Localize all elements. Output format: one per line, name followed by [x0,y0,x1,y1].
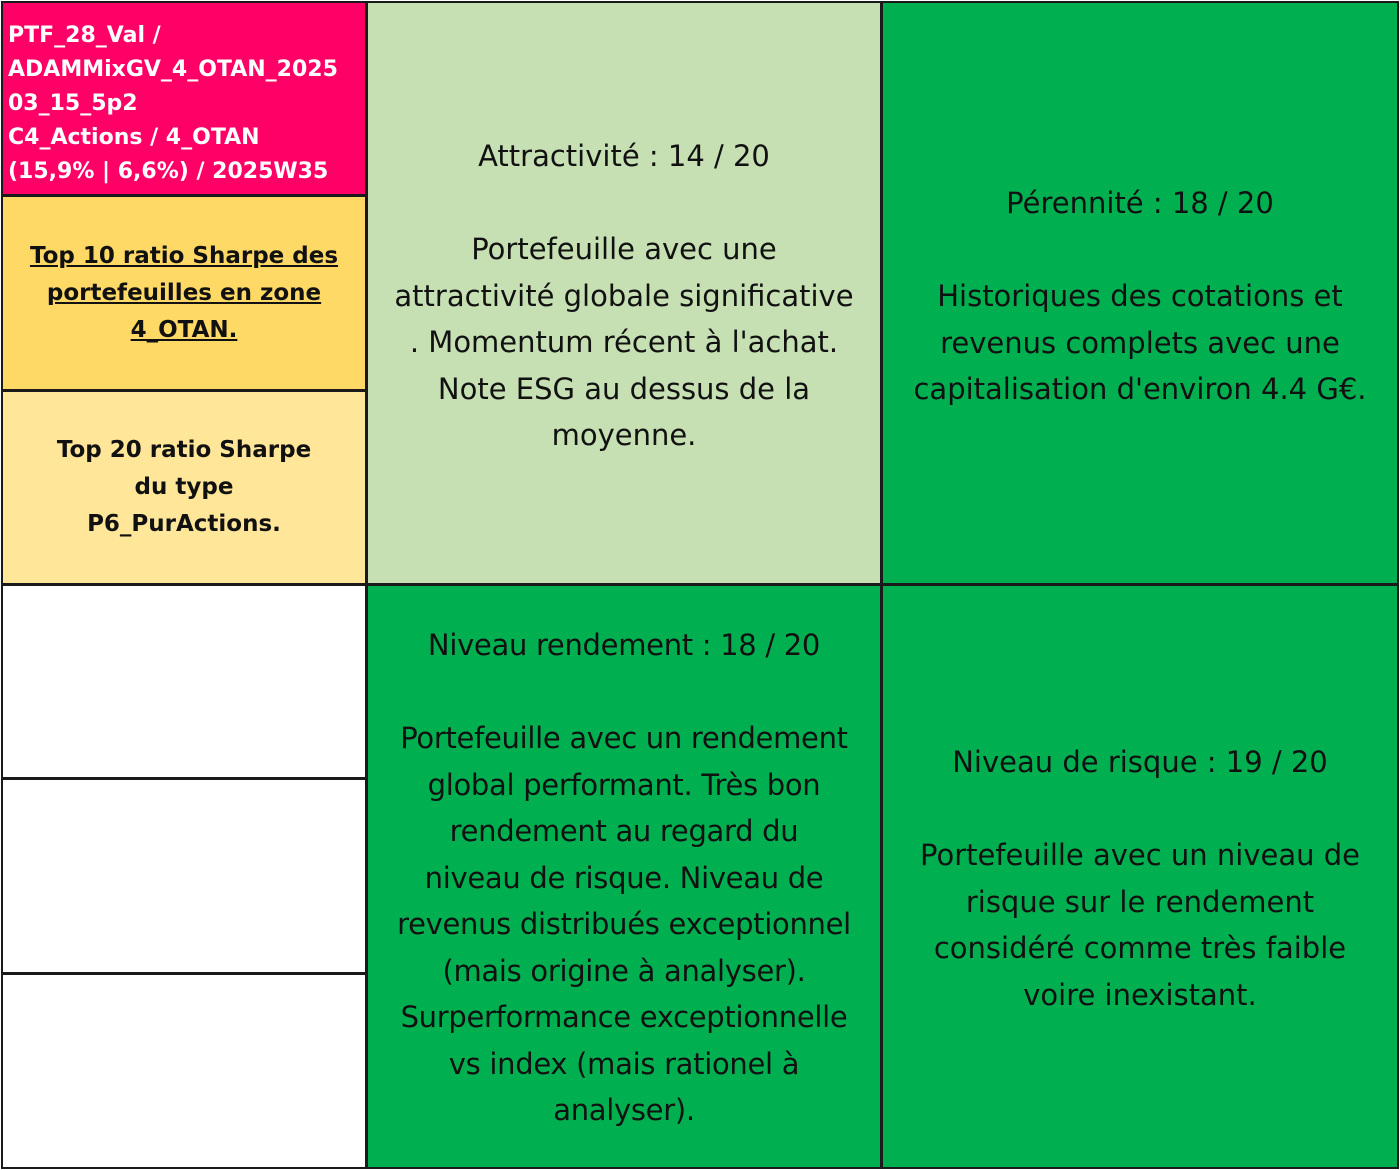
empty-cell [1,973,367,1169]
risque-title: Niveau de risque : 19 / 20 [952,745,1328,779]
rendement-cell [366,584,882,1169]
top20-sharpe-text: Top 20 ratio Sharpe du type P6_PurActions. [56,437,312,537]
risque-cell [881,584,1399,1169]
attractivite-description: Portefeuille avec une attractivité globale significative . Momentum récent à l'achat. Note ESG au dessus de la moyenne. [394,232,854,452]
rendement-title: Niveau rendement : 18 / 20 [427,628,821,662]
attractivite-cell [366,1,882,585]
perennite-description: Historiques des cotations et revenus complets avec une capitalisation d'environ 4.4 G€. [913,279,1367,406]
portfolio-header-cell: PTF_28_Val / ADAMMixGV_4_OTAN_2025 03_15_5p2 C4_Actions / 4_OTAN (15,9% | 6,6%) / 2025W35 [1,1,367,196]
top10-sharpe-cell [1,195,367,391]
top20-sharpe-cell [1,390,367,585]
attractivite-title: Attractivité : 14 / 20 [478,139,770,173]
perennite-title: Pérennité : 18 / 20 [1006,186,1274,220]
empty-cell [1,584,367,779]
top10-sharpe-text: Top 10 ratio Sharpe des portefeuilles en zone 4_OTAN. [29,242,339,343]
empty-cell [1,778,367,974]
risque-description: Portefeuille avec un niveau de risque sur le rendement considéré comme très faible voire inexistant. [920,838,1360,1012]
perennite-cell [881,1,1399,585]
rendement-description: Portefeuille avec un rendement global performant. Très bon rendement au regard du niveau de risque. Niveau de revenus distribués exceptionnel (mais origine à analyser). Surperformance exceptionnelle vs index (mais rationel à analyser). [397,721,851,1127]
